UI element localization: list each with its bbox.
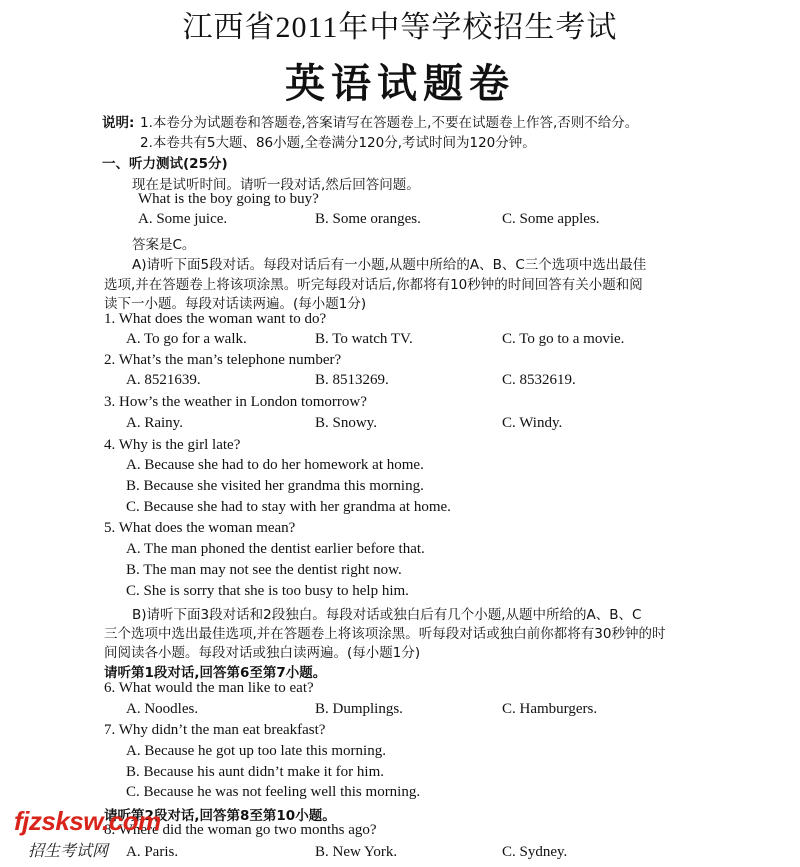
question-option: A. Because she had to do her homework at home. [126,457,424,473]
question-option: B. The man may not see the dentist right now. [126,562,402,578]
question-stem: 7. Why didn’t the man eat breakfast? [104,722,326,738]
sample-question: What is the boy going to buy? [138,191,319,207]
question-option: C. 8532619. [502,372,576,388]
question-option: C. Because he was not feeling well this morning. [126,784,421,800]
question-option: C. Because she had to stay with her grandma at home. [126,499,451,515]
section-title: 一、听力测试(25分) [102,156,228,172]
question-stem: 6. What would the man like to eat? [104,680,314,696]
page-title: 江西省2011年中等学校招生考试 [182,11,618,44]
question-option: A. To go for a walk. [126,331,247,347]
watermark-subtitle: 招生考试网 [28,841,109,860]
question-option: B. Snowy. [315,415,377,431]
sample-option: C. Some apples. [502,211,600,227]
question-option: C. She is sorry that she is too busy to help him. [126,583,409,599]
question-option: B. To watch TV. [315,331,413,347]
question-option: A. Noodles. [126,701,199,717]
part-b-instructions: B)请听下面3段对话和2段独白。每段对话或独白后有几个小题,从题中所给的A、B、C [132,607,642,623]
notes-line-2: 2.本卷共有5大题、86小题,全卷满分120分,考试时间为120分钟。 [140,135,536,151]
question-option: B. 8513269. [315,372,389,388]
sample-option: B. Some oranges. [315,211,421,227]
question-option: A. The man phoned the dentist earlier before that. [126,541,425,557]
sample-option: A. Some juice. [138,211,228,227]
dialog-heading: 请听第2段对话,回答第8至第10小题。 [104,808,336,824]
part-b-instructions: 间阅读各小题。每段对话或独白读两遍。(每小题1分) [104,645,421,661]
question-stem: 4. Why is the girl late? [104,437,241,453]
question-option: A. Because he got up too late this morning. [126,743,386,759]
question-stem: 2. What’s the man’s telephone number? [104,352,342,368]
question-option: C. Hamburgers. [502,701,598,717]
part-a-instructions: 选项,并在答题卷上将该项涂黑。听完每段对话后,你都将有10秒钟的时间回答有关小题和阅 [104,277,643,293]
question-option: C. Windy. [502,415,563,431]
question-option: B. Dumplings. [315,701,403,717]
question-stem: 1. What does the woman want to do? [104,311,327,327]
dialog-heading: 请听第1段对话,回答第6至第7小题。 [104,665,327,681]
page-subtitle: 英语试题卷 [285,61,515,106]
part-b-instructions: 三个选项中选出最佳选项,并在答题卷上将该项涂黑。听每段对话或独白前你都将有30秒钟的时 [104,626,666,642]
notes-label: 说明: [102,115,135,131]
notes-line-1: 1.本卷分为试题卷和答题卷,答案请写在答题卷上,不要在试题卷上作答,否则不给分。 [140,115,639,131]
sample-intro: 现在是试听时间。请听一段对话,然后回答问题。 [132,177,420,193]
question-option: C. To go to a movie. [502,331,625,347]
question-option: B. Because his aunt didn’t make it for him. [126,764,385,780]
question-option: B. New York. [315,844,398,860]
question-stem: 3. How’s the weather in London tomorrow? [104,394,367,410]
part-a-instructions: 读下一小题。每段对话读两遍。(每小题1分) [104,296,367,312]
watermark-logo: fjzsksw.com [14,806,161,836]
question-option: C. Sydney. [502,844,568,860]
question-option: A. 8521639. [126,372,201,388]
question-stem: 8. Where did the woman go two months ago? [104,822,377,838]
question-stem: 5. What does the woman mean? [104,520,296,536]
question-option: A. Paris. [126,844,179,860]
question-option: A. Rainy. [126,415,183,431]
question-option: B. Because she visited her grandma this morning. [126,478,424,494]
part-a-instructions: A)请听下面5段对话。每段对话后有一小题,从题中所给的A、B、C三个选项中选出最佳 [132,257,647,273]
sample-answer: 答案是C。 [132,237,196,253]
